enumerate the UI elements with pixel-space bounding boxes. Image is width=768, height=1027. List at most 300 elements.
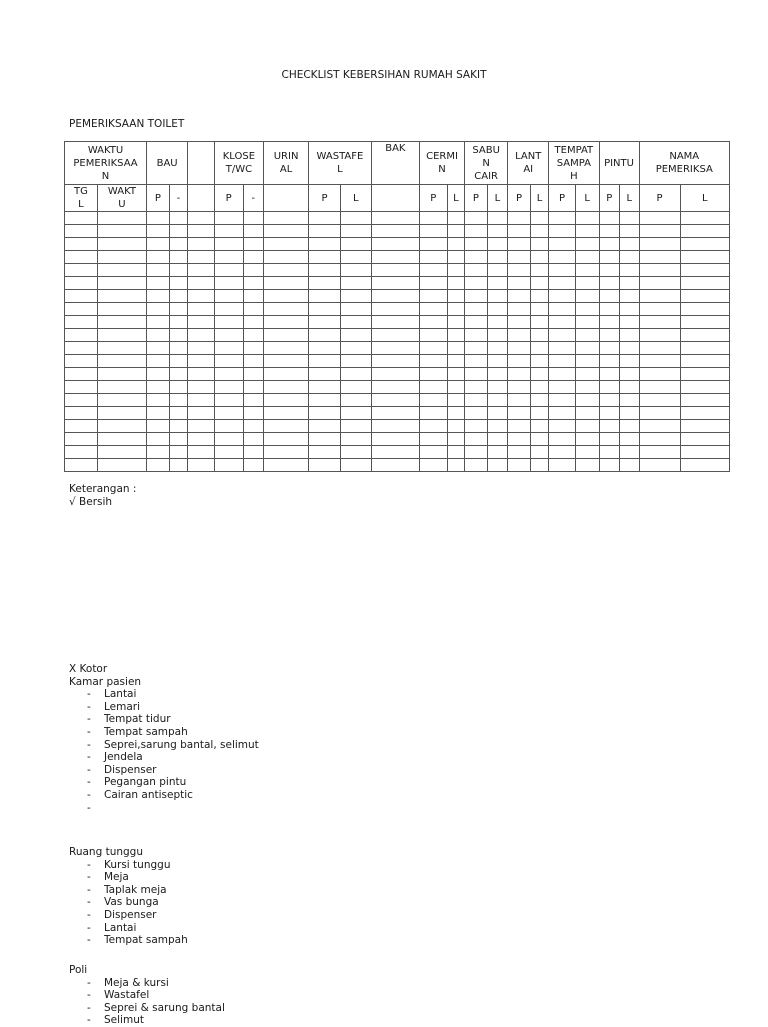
empty-cell[interactable] [447,303,464,316]
empty-cell[interactable] [487,251,508,264]
empty-cell[interactable] [508,368,531,381]
empty-cell[interactable] [169,381,187,394]
empty-cell[interactable] [169,355,187,368]
empty-cell[interactable] [465,238,488,251]
empty-cell[interactable] [487,446,508,459]
empty-cell[interactable] [549,264,576,277]
empty-cell[interactable] [620,381,640,394]
empty-cell[interactable] [465,446,488,459]
empty-cell[interactable] [264,329,309,342]
empty-cell[interactable] [680,251,729,264]
empty-cell[interactable] [214,342,243,355]
empty-cell[interactable] [264,407,309,420]
empty-cell[interactable] [620,225,640,238]
empty-cell[interactable] [371,277,419,290]
empty-cell[interactable] [147,342,170,355]
empty-cell[interactable] [575,238,599,251]
empty-cell[interactable] [639,433,680,446]
empty-cell[interactable] [599,433,620,446]
empty-cell[interactable] [371,303,419,316]
empty-cell[interactable] [680,446,729,459]
empty-cell[interactable] [549,277,576,290]
empty-cell[interactable] [487,316,508,329]
empty-cell[interactable] [65,381,98,394]
empty-cell[interactable] [214,277,243,290]
empty-cell[interactable] [188,342,215,355]
empty-cell[interactable] [508,433,531,446]
empty-cell[interactable] [487,303,508,316]
empty-cell[interactable] [639,238,680,251]
empty-cell[interactable] [214,394,243,407]
empty-cell[interactable] [639,212,680,225]
empty-cell[interactable] [508,459,531,472]
empty-cell[interactable] [147,290,170,303]
empty-cell[interactable] [530,225,548,238]
empty-cell[interactable] [530,277,548,290]
empty-cell[interactable] [680,355,729,368]
empty-cell[interactable] [214,407,243,420]
empty-cell[interactable] [465,420,488,433]
empty-cell[interactable] [65,355,98,368]
empty-cell[interactable] [680,420,729,433]
empty-cell[interactable] [97,342,146,355]
empty-cell[interactable] [147,459,170,472]
empty-cell[interactable] [487,329,508,342]
empty-cell[interactable] [97,407,146,420]
empty-cell[interactable] [447,368,464,381]
empty-cell[interactable] [680,329,729,342]
empty-cell[interactable] [309,225,341,238]
empty-cell[interactable] [214,290,243,303]
empty-cell[interactable] [419,251,447,264]
empty-cell[interactable] [188,264,215,277]
empty-cell[interactable] [575,303,599,316]
empty-cell[interactable] [575,225,599,238]
empty-cell[interactable] [508,342,531,355]
empty-cell[interactable] [639,342,680,355]
empty-cell[interactable] [508,381,531,394]
empty-cell[interactable] [549,420,576,433]
empty-cell[interactable] [620,329,640,342]
empty-cell[interactable] [620,238,640,251]
empty-cell[interactable] [508,290,531,303]
empty-cell[interactable] [309,251,341,264]
empty-cell[interactable] [65,238,98,251]
empty-cell[interactable] [371,446,419,459]
empty-cell[interactable] [169,316,187,329]
empty-cell[interactable] [575,394,599,407]
empty-cell[interactable] [419,407,447,420]
empty-cell[interactable] [487,368,508,381]
empty-cell[interactable] [620,277,640,290]
empty-cell[interactable] [549,446,576,459]
empty-cell[interactable] [419,277,447,290]
empty-cell[interactable] [549,394,576,407]
empty-cell[interactable] [309,433,341,446]
empty-cell[interactable] [575,420,599,433]
empty-cell[interactable] [97,381,146,394]
empty-cell[interactable] [639,303,680,316]
empty-cell[interactable] [243,277,264,290]
empty-cell[interactable] [264,238,309,251]
empty-cell[interactable] [371,290,419,303]
empty-cell[interactable] [575,446,599,459]
empty-cell[interactable] [508,251,531,264]
empty-cell[interactable] [264,368,309,381]
empty-cell[interactable] [188,459,215,472]
empty-cell[interactable] [371,264,419,277]
empty-cell[interactable] [575,407,599,420]
empty-cell[interactable] [599,368,620,381]
empty-cell[interactable] [508,238,531,251]
empty-cell[interactable] [419,368,447,381]
empty-cell[interactable] [371,394,419,407]
empty-cell[interactable] [147,420,170,433]
empty-cell[interactable] [549,225,576,238]
empty-cell[interactable] [340,251,371,264]
empty-cell[interactable] [214,446,243,459]
empty-cell[interactable] [639,316,680,329]
empty-cell[interactable] [214,264,243,277]
empty-cell[interactable] [371,329,419,342]
empty-cell[interactable] [599,446,620,459]
empty-cell[interactable] [371,368,419,381]
empty-cell[interactable] [680,303,729,316]
empty-cell[interactable] [169,420,187,433]
empty-cell[interactable] [620,212,640,225]
empty-cell[interactable] [680,459,729,472]
empty-cell[interactable] [147,381,170,394]
empty-cell[interactable] [447,251,464,264]
empty-cell[interactable] [214,303,243,316]
empty-cell[interactable] [147,212,170,225]
empty-cell[interactable] [243,381,264,394]
empty-cell[interactable] [447,212,464,225]
empty-cell[interactable] [465,277,488,290]
empty-cell[interactable] [169,433,187,446]
empty-cell[interactable] [639,446,680,459]
empty-cell[interactable] [599,303,620,316]
empty-cell[interactable] [65,251,98,264]
empty-cell[interactable] [530,420,548,433]
empty-cell[interactable] [147,264,170,277]
empty-cell[interactable] [264,394,309,407]
empty-cell[interactable] [599,225,620,238]
empty-cell[interactable] [309,238,341,251]
empty-cell[interactable] [214,433,243,446]
empty-cell[interactable] [309,303,341,316]
empty-cell[interactable] [188,368,215,381]
empty-cell[interactable] [465,329,488,342]
empty-cell[interactable] [508,264,531,277]
empty-cell[interactable] [169,264,187,277]
empty-cell[interactable] [549,407,576,420]
empty-cell[interactable] [243,342,264,355]
empty-cell[interactable] [214,355,243,368]
empty-cell[interactable] [214,316,243,329]
empty-cell[interactable] [487,238,508,251]
empty-cell[interactable] [169,407,187,420]
empty-cell[interactable] [97,316,146,329]
empty-cell[interactable] [340,225,371,238]
empty-cell[interactable] [97,264,146,277]
empty-cell[interactable] [147,251,170,264]
empty-cell[interactable] [419,238,447,251]
empty-cell[interactable] [530,368,548,381]
empty-cell[interactable] [465,316,488,329]
empty-cell[interactable] [487,420,508,433]
empty-cell[interactable] [620,433,640,446]
empty-cell[interactable] [508,355,531,368]
empty-cell[interactable] [340,264,371,277]
empty-cell[interactable] [419,342,447,355]
empty-cell[interactable] [188,446,215,459]
empty-cell[interactable] [214,329,243,342]
empty-cell[interactable] [530,316,548,329]
empty-cell[interactable] [309,407,341,420]
empty-cell[interactable] [97,394,146,407]
empty-cell[interactable] [243,433,264,446]
empty-cell[interactable] [639,277,680,290]
empty-cell[interactable] [549,316,576,329]
empty-cell[interactable] [639,394,680,407]
empty-cell[interactable] [371,225,419,238]
empty-cell[interactable] [243,316,264,329]
empty-cell[interactable] [340,290,371,303]
empty-cell[interactable] [371,381,419,394]
empty-cell[interactable] [309,316,341,329]
empty-cell[interactable] [188,290,215,303]
empty-cell[interactable] [188,407,215,420]
empty-cell[interactable] [243,407,264,420]
empty-cell[interactable] [680,225,729,238]
empty-cell[interactable] [620,394,640,407]
empty-cell[interactable] [487,355,508,368]
empty-cell[interactable] [487,277,508,290]
empty-cell[interactable] [599,381,620,394]
empty-cell[interactable] [639,407,680,420]
empty-cell[interactable] [487,212,508,225]
empty-cell[interactable] [264,420,309,433]
empty-cell[interactable] [465,355,488,368]
empty-cell[interactable] [147,446,170,459]
empty-cell[interactable] [371,420,419,433]
empty-cell[interactable] [340,342,371,355]
empty-cell[interactable] [264,303,309,316]
empty-cell[interactable] [447,316,464,329]
empty-cell[interactable] [309,329,341,342]
empty-cell[interactable] [147,277,170,290]
empty-cell[interactable] [309,277,341,290]
empty-cell[interactable] [188,433,215,446]
empty-cell[interactable] [340,459,371,472]
empty-cell[interactable] [447,355,464,368]
empty-cell[interactable] [487,264,508,277]
empty-cell[interactable] [243,251,264,264]
empty-cell[interactable] [309,264,341,277]
empty-cell[interactable] [147,316,170,329]
empty-cell[interactable] [530,446,548,459]
empty-cell[interactable] [465,342,488,355]
empty-cell[interactable] [447,290,464,303]
empty-cell[interactable] [65,225,98,238]
empty-cell[interactable] [447,420,464,433]
empty-cell[interactable] [188,394,215,407]
empty-cell[interactable] [447,342,464,355]
empty-cell[interactable] [530,459,548,472]
empty-cell[interactable] [508,329,531,342]
empty-cell[interactable] [680,264,729,277]
empty-cell[interactable] [340,420,371,433]
empty-cell[interactable] [680,238,729,251]
empty-cell[interactable] [188,329,215,342]
empty-cell[interactable] [599,238,620,251]
empty-cell[interactable] [147,238,170,251]
empty-cell[interactable] [65,316,98,329]
empty-cell[interactable] [575,264,599,277]
empty-cell[interactable] [639,290,680,303]
empty-cell[interactable] [309,355,341,368]
empty-cell[interactable] [419,303,447,316]
empty-cell[interactable] [419,225,447,238]
empty-cell[interactable] [419,290,447,303]
empty-cell[interactable] [97,355,146,368]
empty-cell[interactable] [680,407,729,420]
empty-cell[interactable] [214,212,243,225]
empty-cell[interactable] [508,420,531,433]
empty-cell[interactable] [371,238,419,251]
empty-cell[interactable] [147,433,170,446]
empty-cell[interactable] [447,225,464,238]
empty-cell[interactable] [243,303,264,316]
empty-cell[interactable] [599,290,620,303]
empty-cell[interactable] [465,303,488,316]
empty-cell[interactable] [169,394,187,407]
empty-cell[interactable] [340,433,371,446]
empty-cell[interactable] [530,238,548,251]
empty-cell[interactable] [309,368,341,381]
empty-cell[interactable] [65,433,98,446]
empty-cell[interactable] [549,355,576,368]
empty-cell[interactable] [639,251,680,264]
empty-cell[interactable] [340,238,371,251]
empty-cell[interactable] [575,368,599,381]
empty-cell[interactable] [680,212,729,225]
empty-cell[interactable] [169,329,187,342]
empty-cell[interactable] [447,277,464,290]
empty-cell[interactable] [188,303,215,316]
empty-cell[interactable] [264,251,309,264]
empty-cell[interactable] [530,394,548,407]
empty-cell[interactable] [264,355,309,368]
empty-cell[interactable] [419,394,447,407]
empty-cell[interactable] [465,459,488,472]
empty-cell[interactable] [680,290,729,303]
empty-cell[interactable] [620,355,640,368]
empty-cell[interactable] [549,290,576,303]
empty-cell[interactable] [371,212,419,225]
empty-cell[interactable] [169,277,187,290]
empty-cell[interactable] [620,264,640,277]
empty-cell[interactable] [639,368,680,381]
empty-cell[interactable] [465,290,488,303]
empty-cell[interactable] [465,407,488,420]
empty-cell[interactable] [97,238,146,251]
empty-cell[interactable] [264,433,309,446]
empty-cell[interactable] [447,446,464,459]
empty-cell[interactable] [620,316,640,329]
empty-cell[interactable] [214,420,243,433]
empty-cell[interactable] [97,303,146,316]
empty-cell[interactable] [97,290,146,303]
empty-cell[interactable] [530,264,548,277]
empty-cell[interactable] [575,381,599,394]
empty-cell[interactable] [680,381,729,394]
empty-cell[interactable] [169,251,187,264]
empty-cell[interactable] [371,342,419,355]
empty-cell[interactable] [599,407,620,420]
empty-cell[interactable] [97,368,146,381]
empty-cell[interactable] [169,212,187,225]
empty-cell[interactable] [530,290,548,303]
empty-cell[interactable] [639,329,680,342]
empty-cell[interactable] [508,277,531,290]
empty-cell[interactable] [65,420,98,433]
empty-cell[interactable] [371,459,419,472]
empty-cell[interactable] [65,446,98,459]
empty-cell[interactable] [188,251,215,264]
empty-cell[interactable] [169,238,187,251]
empty-cell[interactable] [620,290,640,303]
empty-cell[interactable] [65,394,98,407]
empty-cell[interactable] [549,329,576,342]
empty-cell[interactable] [371,407,419,420]
empty-cell[interactable] [575,316,599,329]
empty-cell[interactable] [487,459,508,472]
empty-cell[interactable] [371,355,419,368]
empty-cell[interactable] [620,342,640,355]
empty-cell[interactable] [639,264,680,277]
empty-cell[interactable] [575,251,599,264]
empty-cell[interactable] [214,459,243,472]
empty-cell[interactable] [487,433,508,446]
empty-cell[interactable] [575,355,599,368]
empty-cell[interactable] [549,381,576,394]
empty-cell[interactable] [65,303,98,316]
empty-cell[interactable] [97,446,146,459]
empty-cell[interactable] [65,277,98,290]
empty-cell[interactable] [169,225,187,238]
empty-cell[interactable] [549,212,576,225]
empty-cell[interactable] [65,342,98,355]
empty-cell[interactable] [508,407,531,420]
empty-cell[interactable] [65,459,98,472]
empty-cell[interactable] [447,264,464,277]
empty-cell[interactable] [419,355,447,368]
empty-cell[interactable] [340,368,371,381]
empty-cell[interactable] [243,459,264,472]
empty-cell[interactable] [599,329,620,342]
empty-cell[interactable] [169,290,187,303]
empty-cell[interactable] [169,446,187,459]
empty-cell[interactable] [530,329,548,342]
empty-cell[interactable] [508,212,531,225]
empty-cell[interactable] [530,251,548,264]
empty-cell[interactable] [243,238,264,251]
empty-cell[interactable] [487,290,508,303]
empty-cell[interactable] [188,238,215,251]
empty-cell[interactable] [188,277,215,290]
